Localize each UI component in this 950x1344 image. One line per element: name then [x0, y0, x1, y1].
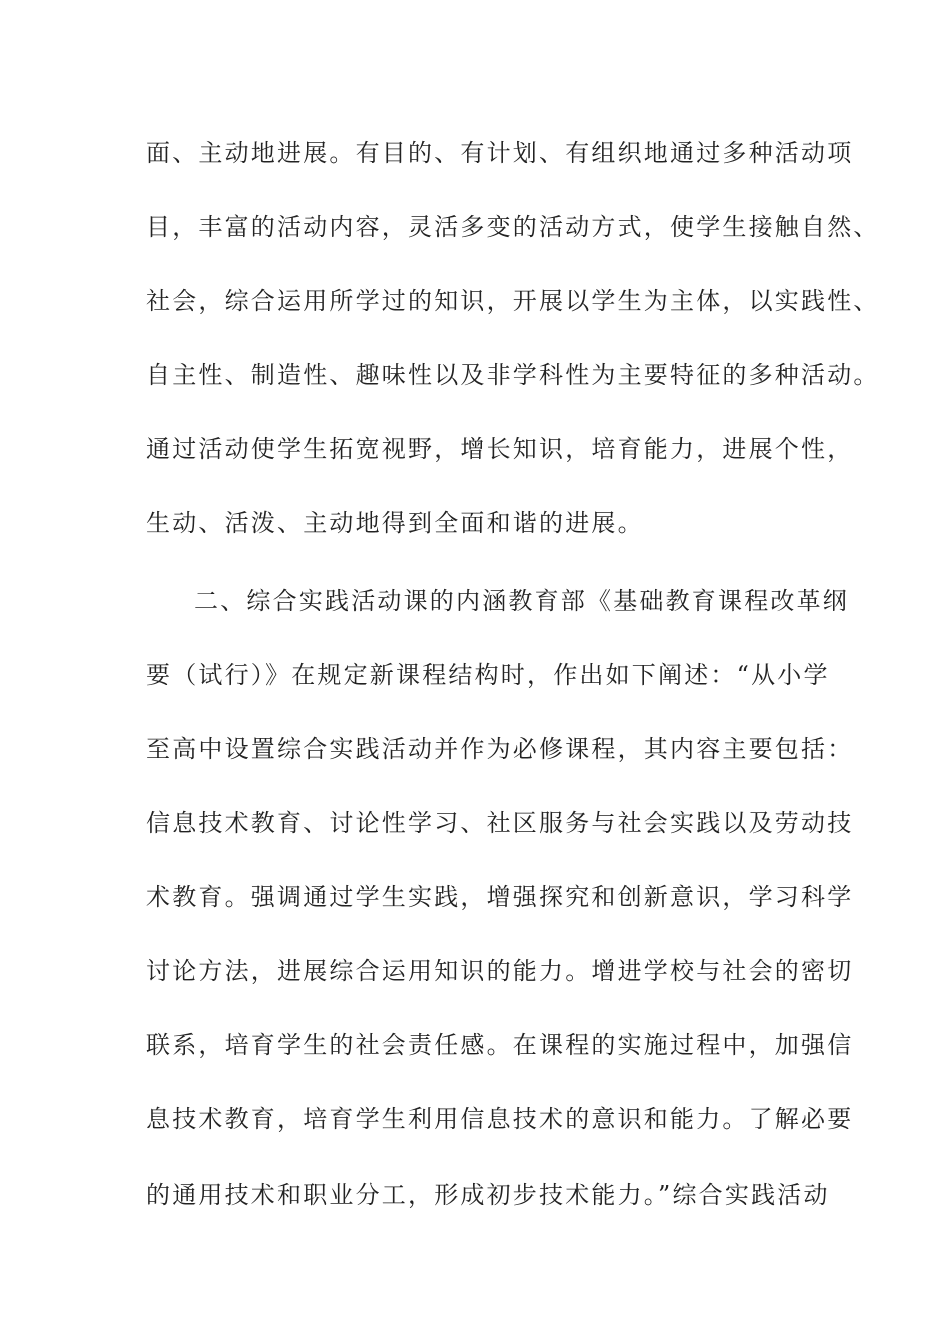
paragraph-line: 术教育。强调通过学生实践，增强探究和创新意识，学习科学	[146, 883, 854, 911]
paragraph-line: 通过活动使学生拓宽视野，增长知识，培育能力，进展个性，	[146, 435, 854, 463]
paragraph-line: 息技术教育，培育学生利用信息技术的意识和能力。了解必要	[146, 1105, 854, 1133]
paragraph-line: 目，丰富的活动内容，灵活多变的活动方式，使学生接触自然、	[146, 213, 880, 241]
paragraph-line: 要（试行）》在规定新课程结构时，作出如下阐述：“从小学	[146, 661, 830, 689]
paragraph-line: 自主性、制造性、趣味性以及非学科性为主要特征的多种活动。	[146, 361, 880, 389]
paragraph-line: 至高中设置综合实践活动并作为必修课程，其内容主要包括：	[146, 735, 854, 763]
paragraph-line: 面、主动地进展。有目的、有计划、有组织地通过多种活动项	[146, 139, 854, 167]
paragraph-line: 联系，培育学生的社会责任感。在课程的实施过程中，加强信	[146, 1031, 854, 1059]
paragraph-line: 生动、活泼、主动地得到全面和谐的进展。	[146, 509, 644, 537]
paragraph-line: 社会，综合运用所学过的知识，开展以学生为主体，以实践性、	[146, 287, 880, 315]
paragraph-line: 信息技术教育、讨论性学习、社区服务与社会实践以及劳动技	[146, 809, 854, 837]
paragraph-line: 的通用技术和职业分工，形成初步技术能力。”综合实践活动	[146, 1181, 830, 1209]
paragraph-line: 讨论方法，进展综合运用知识的能力。增进学校与社会的密切	[146, 957, 854, 985]
section-heading-line: 二、综合实践活动课的内涵教育部《基础教育课程改革纲	[194, 587, 849, 615]
